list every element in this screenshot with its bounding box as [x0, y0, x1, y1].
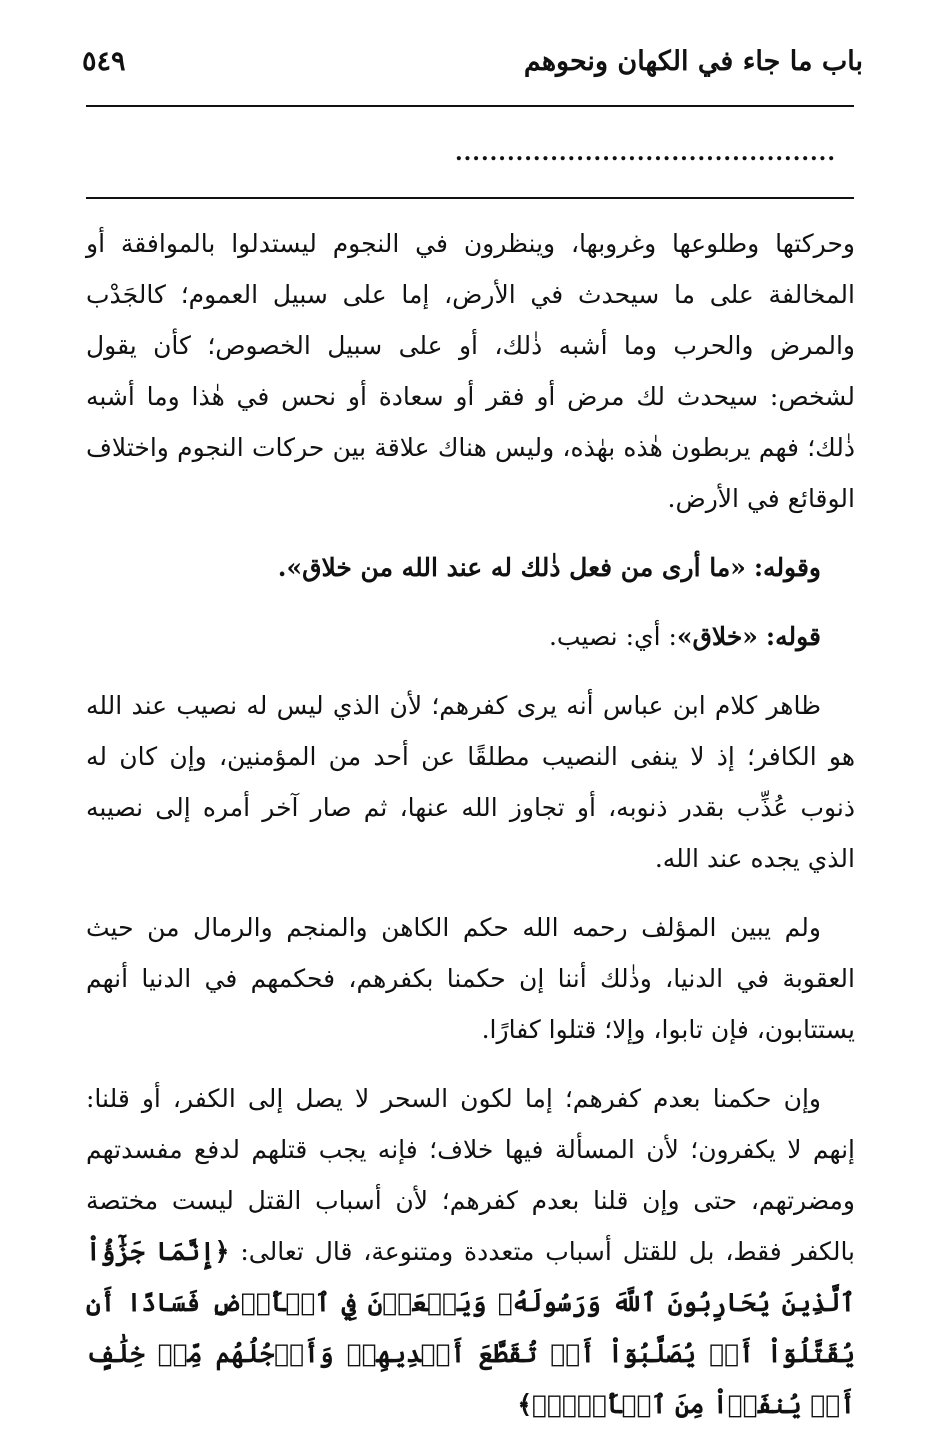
quran-verse: ﴿إِنَّمَا جَزَٰٓؤُاْ ٱلَّذِينَ يُحَارِبُونَ ٱللَّهَ وَرَسُولَهُۥ وَيَسۡعَوۡنَ فِي ٱلۡأَرۡضِ فَسَادًا أَن يُقَتَّلُوٓاْ أَوۡ يُصَلَّبُوٓاْ أَوۡ تُقَطَّعَ أَيۡدِيهِمۡ وَأَرۡجُلُهُم مِّنۡ خِلَٰفٍ أَوۡ يُنفَوۡاْ مِنَ ٱلۡأَرۡضِۚ﴾: [86, 1237, 855, 1419]
paragraph-4: ظاهر كلام ابن عباس أنه يرى كفرهم؛ لأن الذي ليس له نصيب عند الله هو الكافر؛ إذ لا ينفى النصيب مطلقًا عن أحد من المؤمنين، وإن كان له ذنوب عُذِّب بقدر ذنوبه، أو تجاوز الله عنها، ثم صار آخر أمره إلى نصيبه الذي يجده عند الله.: [86, 691, 855, 873]
running-title: باب ما جاء في الكهان ونحوهم: [523, 46, 863, 77]
page-number: ٥٤٩: [82, 46, 126, 77]
quote-label: وقوله:: [753, 553, 821, 582]
hadith-quote: «ما أرى من فعل ذٰلك له عند الله من خلاق».: [277, 553, 746, 582]
paragraph-6-text: وإن حكمنا بعدم كفرهم؛ إما لكون السحر لا يصل إلى الكفر، أو قلنا: إنهم لا يكفرون؛ لأن المسألة فيها خلاف؛ فإنه يجب قتلهم لدفع مفسدتهم ومضرتهم، حتى وإن قلنا بعدم كفرهم؛ لأن أسباب القتل ليست مختصة بالكفر فقط، بل للقتل أسباب متعددة ومتنوعة، قال تعالى:: [86, 1084, 856, 1266]
definition-text: : أي: نصيب.: [548, 622, 677, 651]
paragraph-1: وحركتها وطلوعها وغروبها، وينظرون في النجوم ليستدلوا بالموافقة أو المخالفة على ما سيحدث في الأرض، إما على سبيل العموم؛ كالجَدْب والمرض والحرب وما أشبه ذٰلك، أو على سبيل الخصوص؛ كأن يقول لشخص: سيحدث لك مرض أو فقر أو سعادة أو نحس في هٰذا وما أشبه ذٰلك؛ فهم يربطون هٰذه بهٰذه، وليس هناك علاقة بين حركات النجوم واختلاف الوقائع في الأرض.: [86, 229, 855, 513]
section-rule: [86, 197, 854, 199]
header-rule: [86, 105, 854, 107]
body-text: [86, 218, 855, 1448]
paragraph-3: [86, 611, 855, 662]
paragraph-5: ولم يبين المؤلف رحمه الله حكم الكاهن والمنجم والرمال من حيث العقوبة في الدنيا، وذٰلك أننا إن حكمنا بكفرهم، فحكمهم في الدنيا أنهم يستتابون، فإن تابوا، وإلا؛ قتلوا كفارًا.: [86, 913, 855, 1044]
paragraph-6: [86, 1073, 855, 1430]
quote-label: قوله:: [765, 622, 821, 651]
quoted-word: «خلاق»: [676, 622, 758, 651]
separator-dots: ............................................: [454, 140, 836, 166]
paragraph-2: [86, 542, 855, 593]
